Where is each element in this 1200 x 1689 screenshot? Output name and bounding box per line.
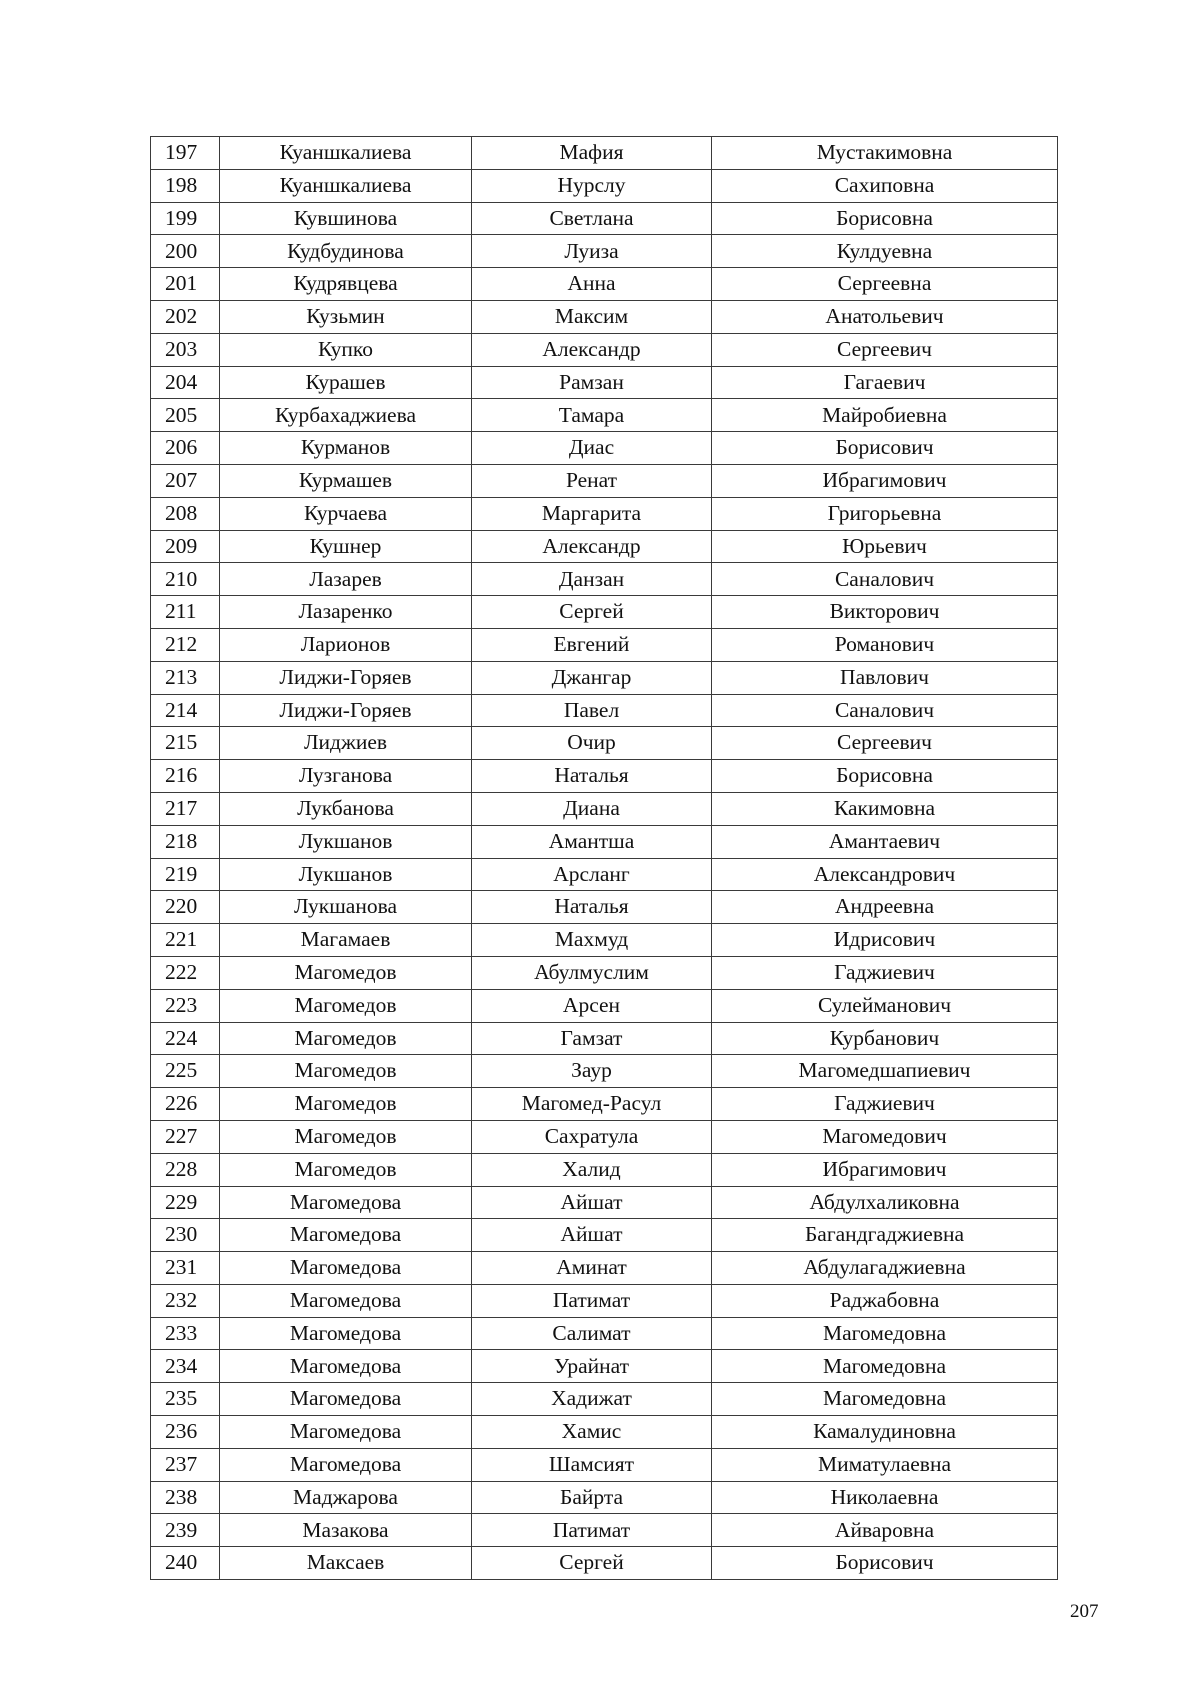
patronymic-cell: Гаджиевич <box>712 956 1058 989</box>
last-name-cell: Кувшинова <box>220 202 472 235</box>
last-name-cell: Магомедова <box>220 1186 472 1219</box>
row-number-cell: 199 <box>151 202 220 235</box>
table-row <box>151 1252 1058 1285</box>
table-row <box>151 1120 1058 1153</box>
patronymic-cell: Борисович <box>712 1547 1058 1580</box>
patronymic-cell: Абдулагаджиевна <box>712 1252 1058 1285</box>
last-name-cell: Магомедова <box>220 1416 472 1449</box>
table-row <box>151 1350 1058 1383</box>
row-number-cell: 202 <box>151 300 220 333</box>
row-number-cell: 222 <box>151 956 220 989</box>
patronymic-cell: Ибрагимович <box>712 464 1058 497</box>
first-name-cell: Салимат <box>472 1317 712 1350</box>
last-name-cell: Курашев <box>220 366 472 399</box>
patronymic-cell: Гагаевич <box>712 366 1058 399</box>
last-name-cell: Магомедова <box>220 1383 472 1416</box>
first-name-cell: Сергей <box>472 596 712 629</box>
patronymic-cell: Анатольевич <box>712 300 1058 333</box>
table-row <box>151 530 1058 563</box>
table-row <box>151 858 1058 891</box>
name-list-body <box>151 137 1058 1580</box>
patronymic-cell: Павлович <box>712 661 1058 694</box>
last-name-cell: Купко <box>220 333 472 366</box>
row-number-cell: 201 <box>151 268 220 301</box>
last-name-cell: Магомедов <box>220 956 472 989</box>
first-name-cell: Сахратула <box>472 1120 712 1153</box>
patronymic-cell: Григорьевна <box>712 497 1058 530</box>
last-name-cell: Магомедова <box>220 1350 472 1383</box>
last-name-cell: Магомедов <box>220 1120 472 1153</box>
last-name-cell: Магомедов <box>220 1055 472 1088</box>
patronymic-cell: Курбанович <box>712 1022 1058 1055</box>
table-row <box>151 432 1058 465</box>
first-name-cell: Хадижат <box>472 1383 712 1416</box>
first-name-cell: Диас <box>472 432 712 465</box>
first-name-cell: Арсен <box>472 989 712 1022</box>
patronymic-cell: Идрисович <box>712 924 1058 957</box>
table-row <box>151 464 1058 497</box>
row-number-cell: 229 <box>151 1186 220 1219</box>
first-name-cell: Патимат <box>472 1284 712 1317</box>
table-row <box>151 1514 1058 1547</box>
last-name-cell: Лазарев <box>220 563 472 596</box>
row-number-cell: 216 <box>151 760 220 793</box>
patronymic-cell: Раджабовна <box>712 1284 1058 1317</box>
first-name-cell: Айшат <box>472 1219 712 1252</box>
table-row <box>151 333 1058 366</box>
table-row <box>151 169 1058 202</box>
patronymic-cell: Абдулхаликовна <box>712 1186 1058 1219</box>
row-number-cell: 238 <box>151 1481 220 1514</box>
row-number-cell: 230 <box>151 1219 220 1252</box>
first-name-cell: Александр <box>472 530 712 563</box>
row-number-cell: 233 <box>151 1317 220 1350</box>
patronymic-cell: Амантаевич <box>712 825 1058 858</box>
table-row <box>151 628 1058 661</box>
last-name-cell: Максаев <box>220 1547 472 1580</box>
first-name-cell: Очир <box>472 727 712 760</box>
patronymic-cell: Саналович <box>712 563 1058 596</box>
last-name-cell: Магомедова <box>220 1219 472 1252</box>
row-number-cell: 200 <box>151 235 220 268</box>
patronymic-cell: Саналович <box>712 694 1058 727</box>
row-number-cell: 215 <box>151 727 220 760</box>
first-name-cell: Евгений <box>472 628 712 661</box>
last-name-cell: Маджарова <box>220 1481 472 1514</box>
row-number-cell: 239 <box>151 1514 220 1547</box>
row-number-cell: 219 <box>151 858 220 891</box>
first-name-cell: Данзан <box>472 563 712 596</box>
first-name-cell: Аминат <box>472 1252 712 1285</box>
last-name-cell: Лиджиев <box>220 727 472 760</box>
row-number-cell: 213 <box>151 661 220 694</box>
table-row <box>151 694 1058 727</box>
last-name-cell: Кушнер <box>220 530 472 563</box>
patronymic-cell: Магомедовна <box>712 1350 1058 1383</box>
row-number-cell: 197 <box>151 137 220 170</box>
row-number-cell: 209 <box>151 530 220 563</box>
patronymic-cell: Сахиповна <box>712 169 1058 202</box>
patronymic-cell: Мустакимовна <box>712 137 1058 170</box>
row-number-cell: 210 <box>151 563 220 596</box>
patronymic-cell: Николаевна <box>712 1481 1058 1514</box>
row-number-cell: 206 <box>151 432 220 465</box>
row-number-cell: 231 <box>151 1252 220 1285</box>
patronymic-cell: Камалудиновна <box>712 1416 1058 1449</box>
first-name-cell: Джангар <box>472 661 712 694</box>
row-number-cell: 198 <box>151 169 220 202</box>
last-name-cell: Ларионов <box>220 628 472 661</box>
patronymic-cell: Айваровна <box>712 1514 1058 1547</box>
table-row <box>151 1219 1058 1252</box>
table-row <box>151 661 1058 694</box>
last-name-cell: Кузьмин <box>220 300 472 333</box>
patronymic-cell: Багандгаджиевна <box>712 1219 1058 1252</box>
table-row <box>151 825 1058 858</box>
last-name-cell: Лукшанова <box>220 891 472 924</box>
row-number-cell: 227 <box>151 1120 220 1153</box>
row-number-cell: 228 <box>151 1153 220 1186</box>
patronymic-cell: Миматулаевна <box>712 1448 1058 1481</box>
last-name-cell: Мазакова <box>220 1514 472 1547</box>
row-number-cell: 211 <box>151 596 220 629</box>
table-row <box>151 563 1058 596</box>
last-name-cell: Лиджи-Горяев <box>220 661 472 694</box>
patronymic-cell: Магомедович <box>712 1120 1058 1153</box>
table-row <box>151 137 1058 170</box>
last-name-cell: Лазаренко <box>220 596 472 629</box>
row-number-cell: 220 <box>151 891 220 924</box>
first-name-cell: Урайнат <box>472 1350 712 1383</box>
last-name-cell: Курчаева <box>220 497 472 530</box>
first-name-cell: Хамис <box>472 1416 712 1449</box>
table-row <box>151 596 1058 629</box>
last-name-cell: Курманов <box>220 432 472 465</box>
last-name-cell: Куаншкалиева <box>220 169 472 202</box>
last-name-cell: Лукшанов <box>220 825 472 858</box>
row-number-cell: 218 <box>151 825 220 858</box>
first-name-cell: Абулмуслим <box>472 956 712 989</box>
patronymic-cell: Ибрагимович <box>712 1153 1058 1186</box>
table-row <box>151 268 1058 301</box>
page-number: 207 <box>1070 1601 1099 1622</box>
row-number-cell: 214 <box>151 694 220 727</box>
patronymic-cell: Андреевна <box>712 891 1058 924</box>
table-row <box>151 1022 1058 1055</box>
row-number-cell: 235 <box>151 1383 220 1416</box>
patronymic-cell: Сергеевич <box>712 333 1058 366</box>
first-name-cell: Нурслу <box>472 169 712 202</box>
first-name-cell: Анна <box>472 268 712 301</box>
table-row <box>151 1284 1058 1317</box>
last-name-cell: Магомедов <box>220 1153 472 1186</box>
table-row <box>151 1547 1058 1580</box>
patronymic-cell: Гаджиевич <box>712 1088 1058 1121</box>
first-name-cell: Магомед-Расул <box>472 1088 712 1121</box>
row-number-cell: 225 <box>151 1055 220 1088</box>
first-name-cell: Амантша <box>472 825 712 858</box>
table-row <box>151 497 1058 530</box>
table-row <box>151 1153 1058 1186</box>
first-name-cell: Максим <box>472 300 712 333</box>
patronymic-cell: Юрьевич <box>712 530 1058 563</box>
table-row <box>151 891 1058 924</box>
patronymic-cell: Борисовна <box>712 760 1058 793</box>
last-name-cell: Магомедов <box>220 989 472 1022</box>
last-name-cell: Магомедова <box>220 1448 472 1481</box>
row-number-cell: 204 <box>151 366 220 399</box>
last-name-cell: Лузганова <box>220 760 472 793</box>
first-name-cell: Ренат <box>472 464 712 497</box>
table-row <box>151 399 1058 432</box>
table-row <box>151 1416 1058 1449</box>
row-number-cell: 221 <box>151 924 220 957</box>
first-name-cell: Диана <box>472 792 712 825</box>
first-name-cell: Халид <box>472 1153 712 1186</box>
first-name-cell: Мафия <box>472 137 712 170</box>
patronymic-cell: Магомедовна <box>712 1383 1058 1416</box>
first-name-cell: Светлана <box>472 202 712 235</box>
row-number-cell: 203 <box>151 333 220 366</box>
table-row <box>151 924 1058 957</box>
last-name-cell: Лукбанова <box>220 792 472 825</box>
table-row <box>151 1186 1058 1219</box>
table-row <box>151 989 1058 1022</box>
first-name-cell: Заур <box>472 1055 712 1088</box>
first-name-cell: Наталья <box>472 760 712 793</box>
table-row <box>151 727 1058 760</box>
table-row <box>151 1383 1058 1416</box>
row-number-cell: 236 <box>151 1416 220 1449</box>
patronymic-cell: Какимовна <box>712 792 1058 825</box>
first-name-cell: Арсланг <box>472 858 712 891</box>
row-number-cell: 212 <box>151 628 220 661</box>
row-number-cell: 237 <box>151 1448 220 1481</box>
patronymic-cell: Борисович <box>712 432 1058 465</box>
table-row <box>151 300 1058 333</box>
last-name-cell: Лиджи-Горяев <box>220 694 472 727</box>
first-name-cell: Александр <box>472 333 712 366</box>
last-name-cell: Курбахаджиева <box>220 399 472 432</box>
table-row <box>151 235 1058 268</box>
table-row <box>151 1055 1058 1088</box>
first-name-cell: Айшат <box>472 1186 712 1219</box>
table-row <box>151 1317 1058 1350</box>
first-name-cell: Байрта <box>472 1481 712 1514</box>
patronymic-cell: Сулейманович <box>712 989 1058 1022</box>
first-name-cell: Рамзан <box>472 366 712 399</box>
first-name-cell: Сергей <box>472 1547 712 1580</box>
last-name-cell: Кудрявцева <box>220 268 472 301</box>
patronymic-cell: Александрович <box>712 858 1058 891</box>
table-row <box>151 1088 1058 1121</box>
first-name-cell: Гамзат <box>472 1022 712 1055</box>
table-row <box>151 792 1058 825</box>
first-name-cell: Луиза <box>472 235 712 268</box>
patronymic-cell: Магомедовна <box>712 1317 1058 1350</box>
patronymic-cell: Борисовна <box>712 202 1058 235</box>
patronymic-cell: Магомедшапиевич <box>712 1055 1058 1088</box>
last-name-cell: Магамаев <box>220 924 472 957</box>
row-number-cell: 234 <box>151 1350 220 1383</box>
row-number-cell: 207 <box>151 464 220 497</box>
patronymic-cell: Сергеевна <box>712 268 1058 301</box>
row-number-cell: 205 <box>151 399 220 432</box>
last-name-cell: Магомедова <box>220 1317 472 1350</box>
patronymic-cell: Майробиевна <box>712 399 1058 432</box>
last-name-cell: Кудбудинова <box>220 235 472 268</box>
table-row <box>151 1448 1058 1481</box>
patronymic-cell: Сергеевич <box>712 727 1058 760</box>
row-number-cell: 208 <box>151 497 220 530</box>
first-name-cell: Маргарита <box>472 497 712 530</box>
first-name-cell: Патимат <box>472 1514 712 1547</box>
first-name-cell: Тамара <box>472 399 712 432</box>
last-name-cell: Магомедова <box>220 1252 472 1285</box>
row-number-cell: 232 <box>151 1284 220 1317</box>
last-name-cell: Лукшанов <box>220 858 472 891</box>
first-name-cell: Наталья <box>472 891 712 924</box>
table-row <box>151 366 1058 399</box>
patronymic-cell: Романович <box>712 628 1058 661</box>
row-number-cell: 224 <box>151 1022 220 1055</box>
table-row <box>151 956 1058 989</box>
patronymic-cell: Кулдуевна <box>712 235 1058 268</box>
table-row <box>151 1481 1058 1514</box>
last-name-cell: Куаншкалиева <box>220 137 472 170</box>
first-name-cell: Павел <box>472 694 712 727</box>
name-list-table <box>150 136 1058 1580</box>
last-name-cell: Магомедов <box>220 1088 472 1121</box>
patronymic-cell: Викторович <box>712 596 1058 629</box>
last-name-cell: Магомедова <box>220 1284 472 1317</box>
last-name-cell: Курмашев <box>220 464 472 497</box>
row-number-cell: 226 <box>151 1088 220 1121</box>
last-name-cell: Магомедов <box>220 1022 472 1055</box>
row-number-cell: 240 <box>151 1547 220 1580</box>
table-row <box>151 760 1058 793</box>
first-name-cell: Шамсият <box>472 1448 712 1481</box>
table-row <box>151 202 1058 235</box>
row-number-cell: 223 <box>151 989 220 1022</box>
row-number-cell: 217 <box>151 792 220 825</box>
first-name-cell: Махмуд <box>472 924 712 957</box>
